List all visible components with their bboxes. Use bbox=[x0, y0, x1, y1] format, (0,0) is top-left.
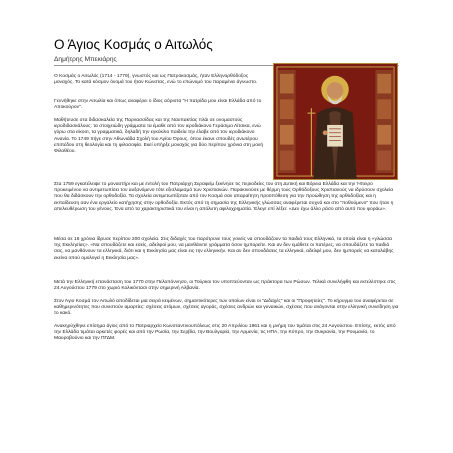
saint-icon-image bbox=[273, 63, 398, 180]
saint-icon bbox=[274, 64, 397, 179]
paragraph-birth: Γεννήθηκε στην Αιτωλία και όπως αναφέρει ο ίδιος αόριστα "Η πατρίδα μου είναι Ελλάδα από το Αποκούρον". bbox=[54, 99, 262, 111]
article-author: Δημήτρης Μπεκιάρης bbox=[54, 56, 117, 63]
paragraph-canonization: Ανακηρύχθηκε επίσημα άγιος από το Πατριαρχείο Κωνσταντινουπόλεως στις 20 Απριλίου 1961 και η μνήμη του τιμάται στις 24 Αυγούστου. Επίσης, εκτός από την Ελλάδα τιμάται αρκετές φορές και από την Ρωσία, την Σερβία, την Βουλγαρία, την Αρμενία, τις ΗΠΑ, την Κύπρο, την Ουκρανία, την Ρουμανία, το Μαυροβούνιο και την ΠΓΔΜ. bbox=[54, 324, 396, 342]
paragraph-teachings: Στον Άγιο Κοσμά τον Αιτωλό αποδίδεται μια σειρά κειμένων, σημαντικότερες των οποίων είναι οι "Διδαχές" και οι "Προφητείες". Το κήρυγμα του αναφέρεται σε καθημερινότητες που συνιστούν αμαρτίες: σχέσεις ατόμων, σχέσεις αγοράς, σχέσεις ανδρών και γυναικών, σχέσεις που ανάγονται στην ελληνική συνείδηση για το κακό. bbox=[54, 299, 399, 317]
article-title: Ο Άγιος Κοσμάς ο Αιτωλός bbox=[54, 37, 213, 52]
paragraph-education: Μαθήτευσε στα διδασκαλεία της Παρνασσίδας και της Ναυπακτίας πλάι σε ονομαστούς ιεροδιδασκάλους: τα στοιχειώδη γράμματα τα έμαθε από τον ιεροδιάκονο Γεράσιμο Λίτσικα, ενώ γύρω στα είκοσι, τα γραμματικά, δηλαδή την εγκύκλιο παιδεία την έλαβε από τον ιεροδιάκονο Ανανία. Το 1749 πήγε στην Αθωνιάδα Σχολή του Αγίου Όρους, όπου έκανε σπουδές ανωτέρου επιπέδου στη θεολογία και τη φιλοσοφία. Εκεί υπήρξε μοναχός για δύο περίπου χρόνια στη μονή Φιλοθέου. bbox=[54, 118, 264, 155]
paragraph-intro: Ο Κοσμάς ο Αιτωλός (1714 - 1779), γνωστός και ως Πατροκοσμάς, ήταν Ελληνορθόδοξος μοναχός. Το κατά κόσμον όνομά του ήταν Κώνστας, ενώ το επώνυμό του παραμένει άγνωστο. bbox=[54, 74, 258, 86]
paragraph-schools: Μέσα σε 16 χρόνια ίδρυσε περίπου 200 σχολεία. Στις διδαχές του παρότρυνε τους γονείς να σπουδάζουν τα παιδιά τους Ελληνικά, τα οποία είναι η «γλώσσα της Εκκλησίας». «Να σπουδάζετε και εσείς, αδελφοί μου, να μανθάνετε γράμματα όσον ημπορείτε. Και αν δεν εμάθετε οι πατέρες, να σπουδάζετε τα παιδιά σας, να μανθάνουν τα ελληνικά, διότι και η Εκκλησία μας είναι εις την ελληνικήν. Και αν δεν σπουδάσεις τα ελληνικά, αδελφέ μου, δεν ημπορείς να καταλάβης εκείνα οπού ομολογεί η Εκκλησία μας». bbox=[54, 237, 394, 261]
paragraph-mission: Στα 1759 εγκατέλειψε το μοναστήρι και με εντολή του Πατριάρχη Σεραφείμ ξεκίνησε τις περιοδείες του στη Δυτική και Βόρεια Ελλάδα και την Ήπειρο προκειμένου να αντιμετωπίσει τον αυξανόμενο τότε εξισλαμισμό των Χριστιανών. Παρακινούσε με θέρμη τους Ορθόδοξους Χριστιανούς να ιδρύσουν σχολεία που θα διδάσκουν την ορθοδοξία. Τα σχολεία αντιμετωπίζοταν από τον Κοσμά σαν απαραίτητη προϋπόθεση για την προώθηση της ορθοδοξίας και η εκπαίδευση σαν ένα εργαλείο κατήχησης στην ορθοδοξία. Εκτός από τη σημασία της Ελληνικής γλώσσας αναφέρεται συχνά και στο "ποθούμενο" που ήταν η απελευθέρωση του γένους. Ένα από τα χαρακτηριστικά του είναι η απόλυτη αφιλοχρηματία. Έλεγε επί λέξει: «Δεν έχω άλλο ράσο από αυτό που φοράω». bbox=[54, 182, 394, 212]
paragraph-execution: Μετά την Ελληνική επανάσταση του 1770 στην Πελοπόννησο, οι Τούρκοι τον υποπτεύονταν ως πράκτορα των Ρώσων. Τελικά συνελήφθη και εκτελέστηκε στις 24 Αυγούστου 1779 στο χωριό Κολικόντασι στην σημερινή Αλβανία. bbox=[54, 280, 396, 292]
